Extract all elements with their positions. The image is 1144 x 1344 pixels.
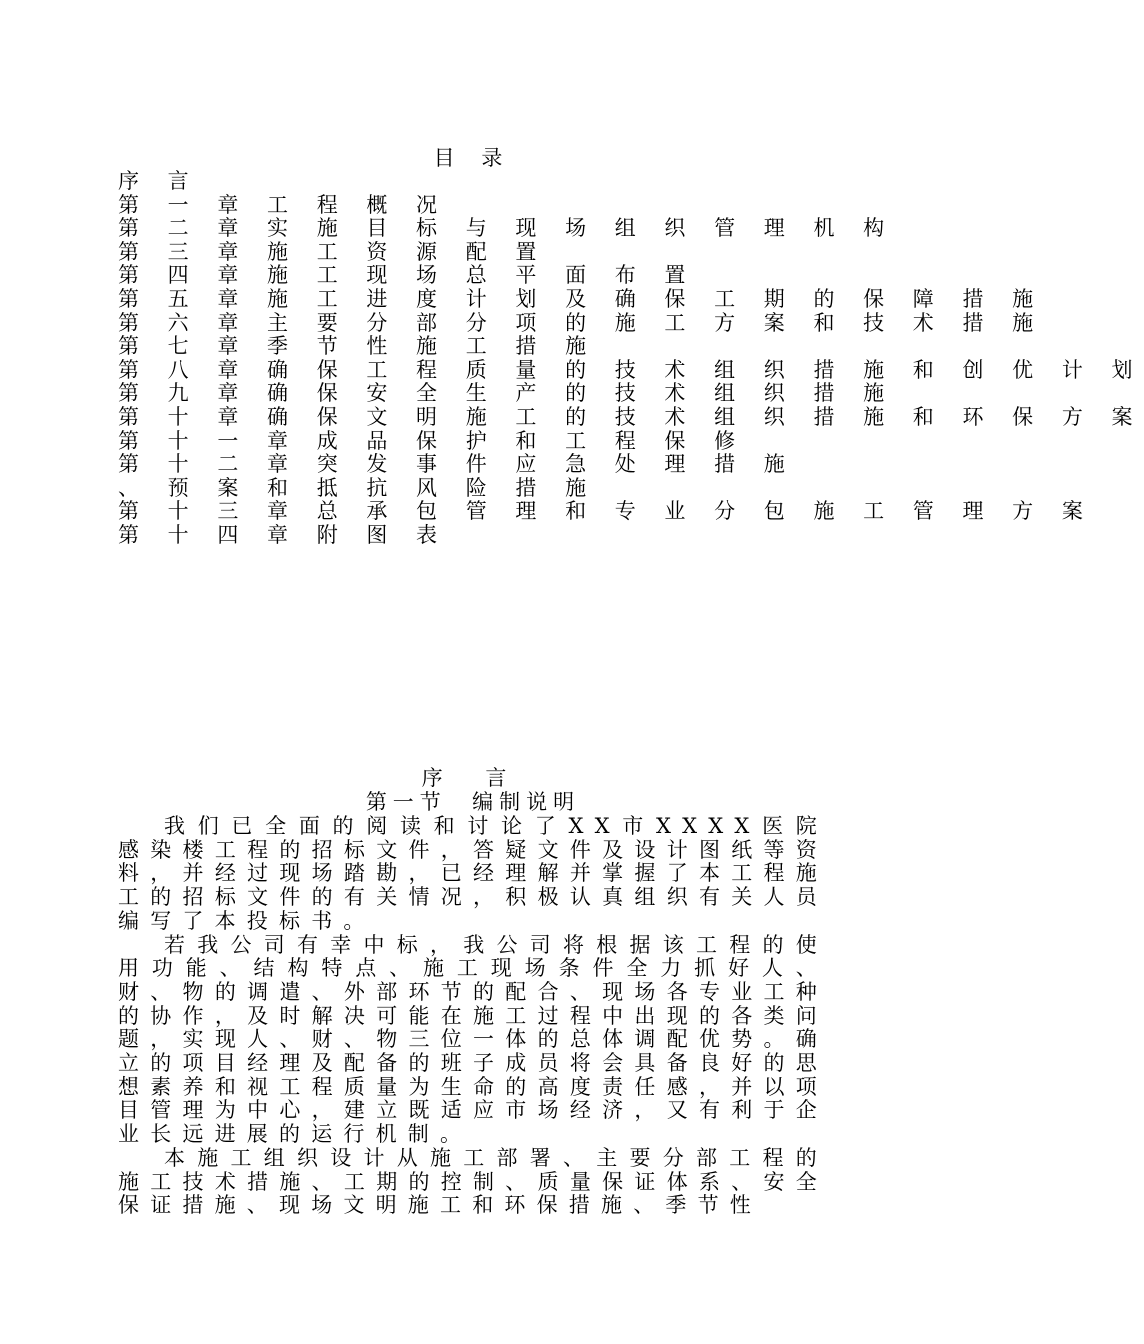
toc-list xyxy=(118,169,1144,548)
toc-item-chapter-8[interactable]: 第 八 章 确 保 工 程 质 量 的 技 术 组 织 措 施 和 创 优 计 划 xyxy=(118,357,1144,382)
toc-item-chapter-11[interactable]: 第 十 一 章 成 品 保 护 和 工 程 保 修 xyxy=(118,428,747,453)
toc-item-chapter-13[interactable]: 第 十 三 章 总 承 包 管 理 和 专 业 分 包 施 工 管 理 方 案 xyxy=(118,499,1094,524)
toc-item-chapter-7[interactable]: 第 七 章 季 节 性 施 工 措 施 xyxy=(118,334,598,359)
section-title: 第一节 编制说明 xyxy=(365,790,581,814)
toc-item-chapter-10[interactable]: 第 十 章 确 保 文 明 施 工 的 技 术 组 织 措 施 和 环 保 方 案 xyxy=(118,404,1144,429)
toc-item-chapter-12[interactable]: 第 十 二 章 突 发 事 件 应 急 处 理 措 施 、 预 案 和 抵 抗 风 险 措 施 xyxy=(118,452,796,500)
toc-item-preface[interactable]: 序 言 xyxy=(118,169,200,193)
paragraph: 我们已全面的阅读和讨论了XX市XXXX医院感染楼工程的招标文件，答疑文件及设计图纸等资料，并经过现场踏勘，已经理解并掌握了本工程施工的招标文件的有关情况，积极认真组织有关人员编写了本投标书。 xyxy=(118,814,828,933)
toc-item-chapter-6[interactable]: 第 六 章 主 要 分 部 分 项 的 施 工 方 案 和 技 术 措 施 xyxy=(118,310,1045,335)
paragraph: 本施工组织设计从施工部署、主要分部工程的施工技术措施、工期的控制、质量保证体系、安全保证措施、现场文明施工和环保措施、季节性 xyxy=(118,1145,828,1218)
toc-item-chapter-3[interactable]: 第 三 章 施 工 资 源 配 置 xyxy=(118,239,548,264)
paragraph: 若我公司有幸中标，我公司将根据该工程的使用功能、结构特点、施工现场条件全力抓好人、财、物的调遣、外部环节的配合、现场各专业工种的协作，及时解决可能在施工过程中出现的各类问题，实现人、财、物三位一体的总体调配优势。确立的项目经理及配备的班子成员将会具备良好的思想素养和视工程质量为生命的高度责任感，并以项目管理为中心，建立既适应市场经济，又有利于企业长远进展的运行机制。 xyxy=(118,932,828,1147)
toc-item-chapter-14[interactable]: 第 十 四 章 附 图 表 xyxy=(118,522,449,547)
preface-title: 序 言 xyxy=(421,766,525,790)
toc-title: 目 录 xyxy=(433,146,513,170)
toc-item-chapter-9[interactable]: 第 九 章 确 保 安 全 生 产 的 技 术 组 织 措 施 xyxy=(118,381,896,406)
preface-body xyxy=(118,815,828,1218)
toc-item-chapter-4[interactable]: 第 四 章 施 工 现 场 总 平 面 布 置 xyxy=(118,263,697,288)
toc-item-chapter-5[interactable]: 第 五 章 施 工 进 度 计 划 及 确 保 工 期 的 保 障 措 施 xyxy=(118,286,1045,311)
toc-item-chapter-2[interactable]: 第 二 章 实 施 目 标 与 现 场 组 织 管 理 机 构 xyxy=(118,216,896,241)
toc-item-chapter-1[interactable]: 第 一 章 工 程 概 况 xyxy=(118,192,449,217)
